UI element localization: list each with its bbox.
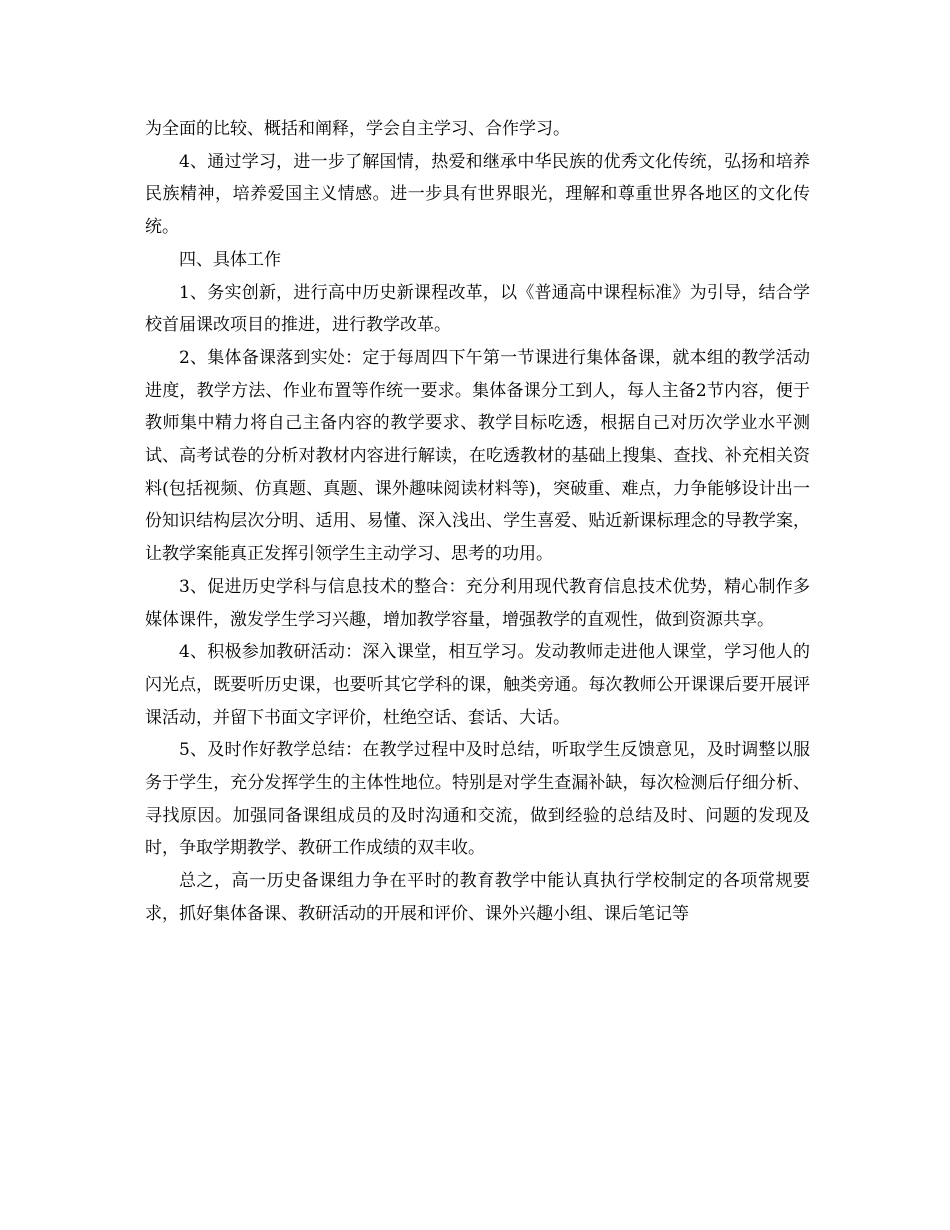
paragraph-7: 5、及时作好教学总结：在教学过程中及时总结，听取学生反馈意见，及时调整以服务于学生，充分发挥学生的主体性地位。特别是对学生查漏补缺，每次检测后仔细分析、寻找原因。加强同备课组成员的及时沟通和交流，做到经验的总结及时、问题的发现及时，争取学期教学、教研工作成绩的双丰收。	[145, 740, 810, 859]
section-heading: 四、具体工作	[179, 249, 281, 270]
paragraph-8: 总之，高一历史备课组力争在平时的教育教学中能认真执行学校制定的各项常规要求，抓好集体备课、教研活动的开展和评价、课外兴趣小组、课后笔记等	[145, 871, 810, 924]
paragraph-5: 3、促进历史学科与信息技术的整合：充分利用现代教育信息技术优势，精心制作多媒体课件，激发学生学习兴趣，增加教学容量，增强教学的直观性，做到资源共享。	[145, 576, 810, 630]
paragraph-3: 1、务实创新，进行高中历史新课程改革，以《普通高中课程标准》为引导，结合学校首届课改项目的推进，进行教学改革。	[145, 282, 810, 336]
paragraph-4: 2、集体备课落到实处：定于每周四下午第一节课进行集体备课，就本组的教学活动进度，教学方法、作业布置等作统一要求。集体备课分工到人，每人主备2节内容，便于教师集中精力将自己主备内容的教学要求、教学目标吃透，根据自己对历次学业水平测试、高考试卷的分析对教材内容进行解读，在吃透教材的基础上搜集、查找、补充相关资料(包括视频、仿真题、真题、课外趣味阅读材料等)，突破重、难点，力争能够设计出一份知识结构层次分明、适用、易懂、深入浅出、学生喜爱、贴近新课标理念的导教学案，让教学案能真正发挥引领学生主动学习、思考的功用。	[145, 347, 810, 565]
paragraph-6: 4、积极参加教研活动：深入课堂，相互学习。发动教师走进他人课堂，学习他人的闪光点，既要听历史课，也要听其它学科的课，触类旁通。每次教师公开课课后要开展评课活动，并留下书面文字评价，杜绝空话、套话、大话。	[145, 642, 810, 728]
paragraph-2: 4、通过学习，进一步了解国情，热爱和继承中华民族的优秀文化传统，弘扬和培养民族精神，培养爱国主义情感。进一步具有世界眼光，理解和尊重世界各地区的文化传统。	[145, 151, 810, 238]
paragraph-1: 为全面的比较、概括和阐释，学会自主学习、合作学习。	[145, 119, 570, 139]
document-body	[145, 113, 810, 931]
